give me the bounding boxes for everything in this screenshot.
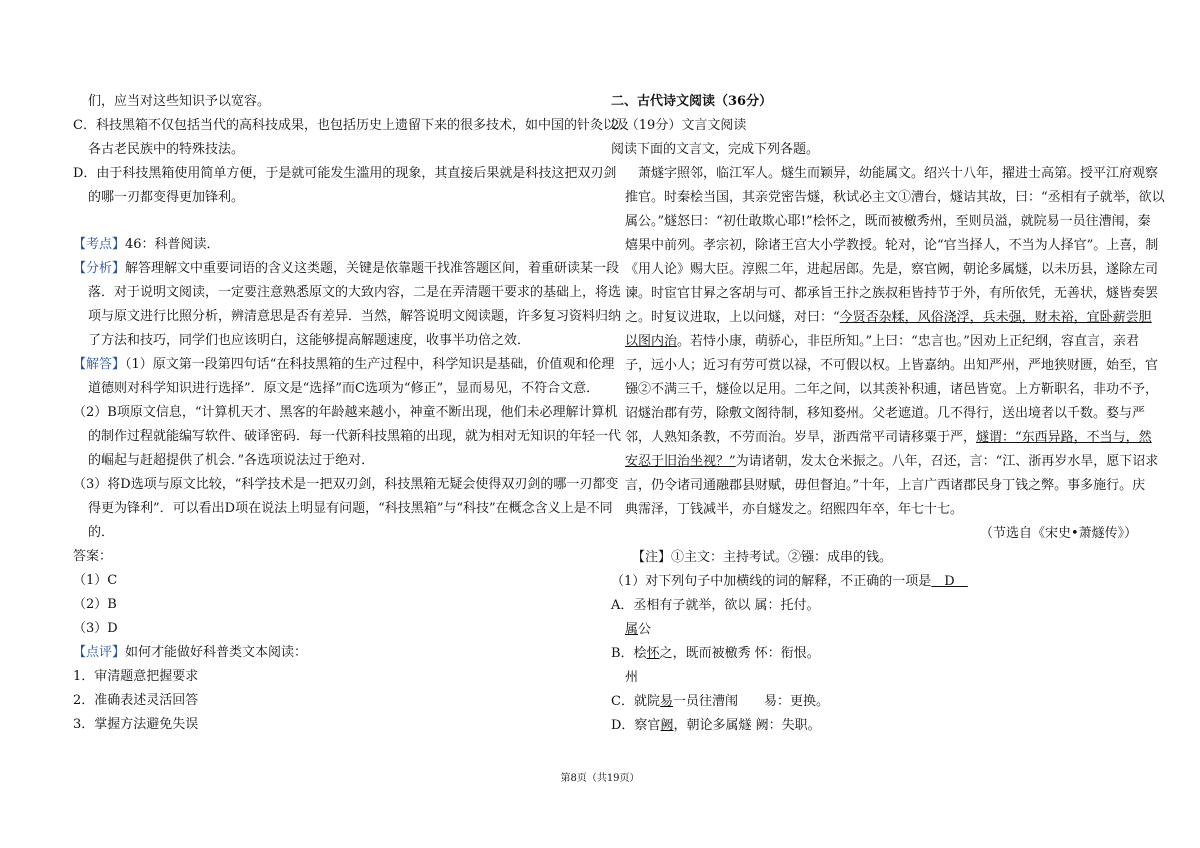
option-d-line <box>611 718 821 734</box>
option-text: D．察官 <box>611 718 661 733</box>
underlined-word: 怀 <box>646 646 660 661</box>
option-text: ，朝论多属燧 阙：失职。 <box>673 718 821 733</box>
passage-line: 诏燧治郡有劳，除敷文阁待制，移知婺州。父老遮道。几不得行，送出境者以千数。婺与严 <box>625 406 1146 421</box>
underlined-sentence: 安忍于旧治坐视？” <box>625 454 736 469</box>
kaodian-tag: 【考点】 <box>73 237 126 252</box>
passage-line: 推官。时秦桧当国，其亲党密告燧，秋试必主文①漕台，燧诘其故，曰：“丞相有子就举，欲以 <box>625 190 1165 205</box>
passage-line: 典霈泽，丁钱减半，亦自燧发之。绍熙四年卒，年七十七。 <box>625 502 964 517</box>
option-a-line1: A．丞相有子就举，欲以 属：托付。 <box>611 598 820 613</box>
tip-item: 1．审清题意把握要求 <box>73 669 199 684</box>
passage-line <box>625 334 1139 350</box>
dianping-line <box>73 645 307 661</box>
passage-line: 谏。时宦官甘昪之客胡与可、都承旨王抃之族叔秬皆持节于外，有所依凭，无善状，燧皆奏罢 <box>625 286 1159 301</box>
passage-text: 。若恃小康，萌骄心，非臣所知。”上曰：“忠言也。”因劝上正纪纲，容直言，亲君 <box>677 334 1139 349</box>
paragraph-continuation: 们，应当对这些知识予以宽容。 <box>88 94 271 109</box>
answer-item: （2）B <box>73 597 117 612</box>
tip-item: 3．掌握方法避免失误 <box>73 717 199 732</box>
passage-line: 《用人论》赐大臣。淳熙二年，进起居郎。先是，察官阙，朝论多属燧，以未历县，遂除左司 <box>625 262 1159 277</box>
kaodian-line <box>73 237 220 253</box>
jieda-line4: 的制作过程就能编写软件、破译密码．每一代新科技黑箱的出现，就为相对无知识的年轻一代 <box>88 429 622 444</box>
passage-line: 子，远小人；近习有劳可赏以禄，不可假以权。上皆嘉纳。出知严州，严地狭财匮，始至，官 <box>625 358 1159 373</box>
fenxi-line2: 落．对于说明文阅读，一定要注意熟悉原文的大致内容，二是在弄清题干要求的基础上，将选 <box>88 285 622 300</box>
option-c-line <box>611 694 829 710</box>
dianping-tag: 【点评】 <box>73 645 126 660</box>
jieda-text: （1）原文第一段第四句话“在科技黑箱的生产过程中，科学知识是基础，价值观和伦理 <box>125 357 615 372</box>
option-c-line2: 各古老民族中的特殊技法。 <box>88 142 245 157</box>
fenxi-line1 <box>73 261 619 277</box>
fenxi-line3: 项与原文进行比照分析，辨清意思是否有差异．当然，解答说明文阅读题，许多复习资料归纳 <box>88 309 622 324</box>
option-a-line2 <box>625 622 651 638</box>
question-2-header: 2．（19分）文言文阅读 <box>611 118 747 133</box>
jieda-line1 <box>73 357 614 373</box>
passage-text: 为请诸朝，发太仓米振之。八年，召还，言：“江、浙再岁水旱，愿下诏求 <box>735 454 1159 469</box>
option-text: 一员往漕闱 易：更换。 <box>672 694 829 709</box>
option-c-line1: C．科技黑箱不仅包括当代的高科技成果，也包括历史上遗留下来的很多技术，如中国的针灸以及 <box>73 118 629 133</box>
option-text: 公 <box>638 622 652 637</box>
option-text: B．桧 <box>611 646 647 661</box>
underlined-word: 属 <box>625 622 639 637</box>
passage-line: 言，仍令诸司通融郡县财赋，毋但督迫。”十年，上言广西诸郡民身丁钱之弊。事多施行。庆 <box>625 478 1146 493</box>
passage-text: 之。时复议进取，上以问燧，对曰：“ <box>625 310 840 325</box>
underlined-sentence: 以图内治 <box>625 334 678 349</box>
jieda-line3: （2）B项原文信息，“计算机天才、黑客的年龄越来越小，神童不断出现，他们未必理解计算机 <box>73 405 618 420</box>
kaodian-text: 46：科普阅读． <box>125 237 220 252</box>
option-b-line1 <box>611 646 820 662</box>
sub-question-1 <box>611 574 968 590</box>
jieda-line8: 的． <box>88 525 115 540</box>
passage-line <box>625 430 1152 446</box>
option-b-line2: 州 <box>625 670 639 685</box>
source-citation: （节选自《宋史•萧燧传》） <box>980 526 1138 541</box>
passage-line <box>625 310 1152 326</box>
underlined-word: 易 <box>659 694 673 709</box>
page-footer: 第8页（共19页） <box>560 773 640 784</box>
answer-item: （1）C <box>73 573 118 588</box>
annotation-note: 【注】①主文：主持考试。②镪：成串的钱。 <box>632 550 893 565</box>
underlined-word: 阙 <box>660 718 674 733</box>
option-text: C．就院 <box>611 694 660 709</box>
passage-text: 邻，人熟知条教，不劳而治。岁旱，浙西常平司请移粟于严， <box>625 430 977 445</box>
tip-item: 2．准确表述灵活回答 <box>73 693 199 708</box>
answer-blank: D <box>931 574 968 589</box>
jieda-line5: 的崛起与赶超提供了机会．”各选项说法过于绝对． <box>88 453 375 468</box>
passage-line: 熺果中前列。孝宗初，除诸王宫大小学教授。轮对，论“官当择人，不当为人择官”。上喜，制 <box>625 238 1159 253</box>
section-title: 二、古代诗文阅读（36分） <box>611 94 773 109</box>
fenxi-line4: 了方法和技巧，同学们也应该明白，这能够提高解题速度，收事半功倍之效． <box>88 333 531 348</box>
answer-item: （3）D <box>73 621 118 636</box>
option-d-line2: 的哪一刃都变得更加锋利。 <box>88 190 245 205</box>
passage-line <box>625 454 1158 470</box>
jieda-line2: 道德则对科学知识进行选择”．原文是“选择”而C选项为“修正”，显而易见，不符合文意． <box>88 381 600 396</box>
jieda-line6: （3）将D选项与原文比较，“科学技术是一把双刃剑，科技黑箱无疑会使得双刃剑的哪一刃都变 <box>73 477 619 492</box>
fenxi-text: 解答理解文中重要词语的含义这类题，关键是依靠题干找准答题区间，着重研读某一段 <box>125 261 620 276</box>
passage-line: 属公。”燧怒曰：“初仕敢欺心耶!”桧怀之，既而被檄秀州，至则员溢，就院易一员往漕闱，秦 <box>625 214 1151 229</box>
fenxi-tag: 【分析】 <box>73 261 126 276</box>
instruction: 阅读下面的文言文，完成下列各题。 <box>611 142 820 157</box>
option-d-line1: D．由于科技黑箱使用简单方便，于是就可能发生滥用的现象，其直接后果就是科技这把双刃剑 <box>73 166 617 181</box>
answer-label: 答案： <box>73 549 113 564</box>
jieda-tag: 【解答】 <box>73 357 126 372</box>
option-text: 之，既而被檄秀 怀：衔恨。 <box>659 646 820 661</box>
passage-line: 镪②不满三千，燧俭以足用。二年之间，以其羡补积逋，诸邑皆宽。上方靳职名，非功不予， <box>625 382 1159 397</box>
passage-line: 萧燧字照邻，临江军人。燧生而颖异，幼能属文。绍兴十八年，擢进士高第。授平江府观察 <box>638 166 1159 181</box>
jieda-line7: 得更为锋利”．可以看出D项在说法上明显有问题，“科技黑箱”与“科技”在概念含义上是不同 <box>88 501 613 516</box>
dianping-text: 如何才能做好科普类文本阅读： <box>125 645 308 660</box>
question-text: （1）对下列句子中加横线的词的解释，不正确的一项是 <box>611 574 932 589</box>
underlined-sentence: 燧谓：“东西异路，不当与，然 <box>976 430 1152 445</box>
underlined-sentence: 今贤否杂糅，风俗浇浮，兵未强，财未裕，宜卧薪尝胆 <box>839 310 1152 325</box>
